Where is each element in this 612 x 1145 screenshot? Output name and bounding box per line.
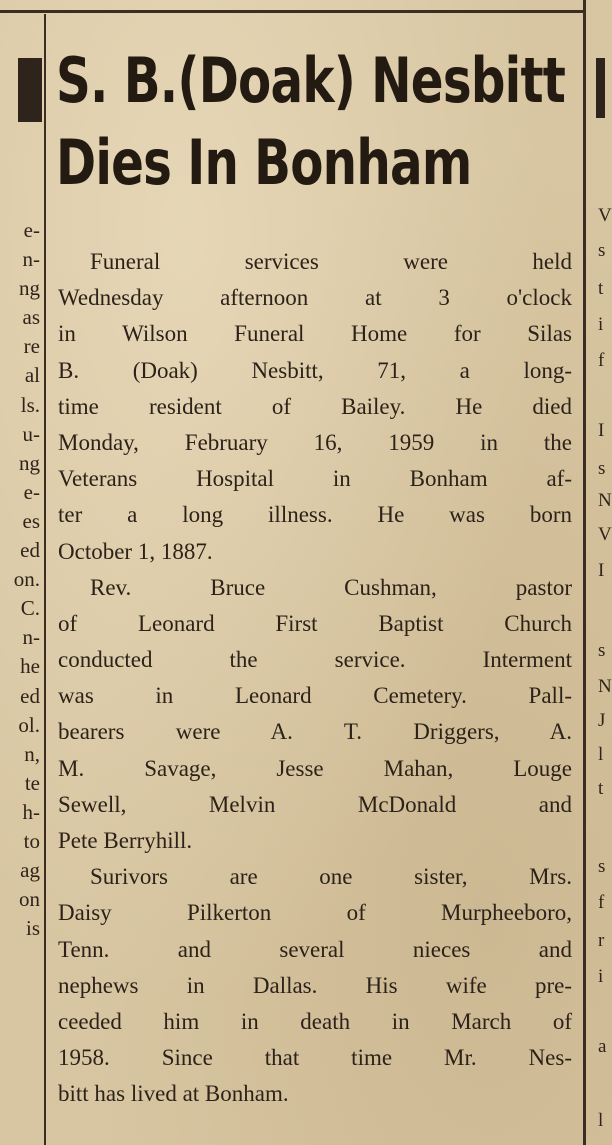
article-line: Veterans Hospital in Bonham af- <box>58 466 572 492</box>
right-column-fragment: N <box>598 490 612 511</box>
right-column-fragment: t <box>598 778 604 799</box>
obituary-body <box>58 244 572 1113</box>
left-column-fragment: ed <box>20 538 40 563</box>
right-column-fragment: r <box>598 930 605 951</box>
right-column-fragment: f <box>598 350 605 371</box>
right-column-fragment: I <box>598 560 605 581</box>
left-column-fragment: n- <box>22 247 40 272</box>
right-column-fragment: i <box>598 314 604 335</box>
article-line: in Wilson Funeral Home for Silas <box>58 321 572 347</box>
top-column-rule <box>0 10 584 13</box>
left-column-fragment: u- <box>22 421 40 446</box>
article-line: nephews in Dallas. His wife pre- <box>58 972 572 998</box>
article-line: October 1, 1887. <box>58 538 213 564</box>
right-column-rule <box>583 0 586 1145</box>
right-column-fragment: l <box>598 744 604 765</box>
right-column-fragment: f <box>598 892 605 913</box>
left-column-fragment: re <box>23 334 40 359</box>
right-column-fragment: l <box>598 1110 604 1131</box>
left-column-fragment: es <box>22 508 40 533</box>
article-line: Monday, February 16, 1959 in the <box>58 429 572 455</box>
left-column-fragment: h- <box>22 799 40 824</box>
article-line: ter a long illness. He was born <box>58 502 572 528</box>
right-column-fragment: V <box>598 524 612 545</box>
right-column-fragment: a <box>598 1036 607 1057</box>
headline-line-2: Dies In Bonham <box>56 126 472 199</box>
left-column-fragment: n- <box>22 625 40 650</box>
right-column-fragment: t <box>598 278 604 299</box>
left-column-fragment: ng <box>19 450 40 475</box>
article-line: Wednesday afternoon at 3 o'clock <box>58 285 572 311</box>
left-column-fragment: ol. <box>18 712 40 737</box>
left-column-fragment: n, <box>24 741 40 766</box>
left-column-fragment: ag <box>20 858 40 883</box>
article-line: of Leonard First Baptist Church <box>58 610 572 636</box>
right-column-fragment: V <box>598 205 612 226</box>
right-column-fragment: i <box>598 966 604 987</box>
article-line: B. (Doak) Nesbitt, 71, a long- <box>58 357 572 383</box>
article-line: Funeral services were held <box>90 249 572 274</box>
left-column-fragment: te <box>24 770 40 795</box>
article-line: Surivors are one sister, Mrs. <box>90 864 572 890</box>
right-column-fragment: s <box>598 458 606 479</box>
left-column-rule <box>44 14 46 1145</box>
article-line: Tenn. and several nieces and <box>58 936 572 962</box>
article-line: was in Leonard Cemetery. Pall- <box>58 683 572 709</box>
headline-line-1: S. B.(Doak) Nesbitt <box>56 44 566 117</box>
obituary-headline <box>56 40 580 204</box>
right-column-fragment: s <box>598 240 606 261</box>
left-column-fragment: e- <box>23 218 40 242</box>
article-line: Pete Berryhill. <box>58 828 193 853</box>
right-column-fragment: s <box>598 856 606 877</box>
left-column-text <box>0 216 40 943</box>
article-line: bearers were A. T. Driggers, A. <box>58 719 572 745</box>
right-column-fragment: N <box>598 676 612 697</box>
left-column-fragment: is <box>25 916 40 941</box>
left-column-fragment: on <box>19 887 40 912</box>
right-column-fragment: J <box>598 710 606 731</box>
right-column-text <box>592 0 612 1145</box>
left-column-fragment: al <box>24 363 40 388</box>
article-line: bitt has lived at Bonham. <box>58 1081 289 1107</box>
left-column-fragment: ls. <box>20 392 40 417</box>
article-line: Rev. Bruce Cushman, pastor <box>90 574 572 600</box>
article-line: 1958. Since that time Mr. Nes- <box>58 1045 572 1071</box>
article-line: M. Savage, Jesse Mahan, Louge <box>58 755 572 781</box>
right-column-fragment: s <box>598 640 606 661</box>
left-column-fragment: to <box>23 828 40 853</box>
left-column-fragment: on. <box>13 567 40 592</box>
left-column-headline-fragment <box>18 58 42 122</box>
article-line: Sewell, Melvin McDonald and <box>58 791 572 817</box>
article-line: Daisy Pilkerton of Murpheeboro, <box>58 900 572 926</box>
left-column-fragment: ed <box>20 683 40 708</box>
article-line: time resident of Bailey. He died <box>58 393 572 419</box>
left-column-fragment: ng <box>19 276 40 301</box>
left-column-fragment: as <box>22 305 40 330</box>
article-line: conducted the service. Interment <box>58 647 572 673</box>
left-column-fragment: he <box>20 654 40 679</box>
right-column-fragment: I <box>598 420 605 441</box>
left-column-fragment: e- <box>23 479 40 504</box>
article-line: ceeded him in death in March of <box>58 1008 572 1034</box>
left-column-fragment: C. <box>20 596 40 621</box>
